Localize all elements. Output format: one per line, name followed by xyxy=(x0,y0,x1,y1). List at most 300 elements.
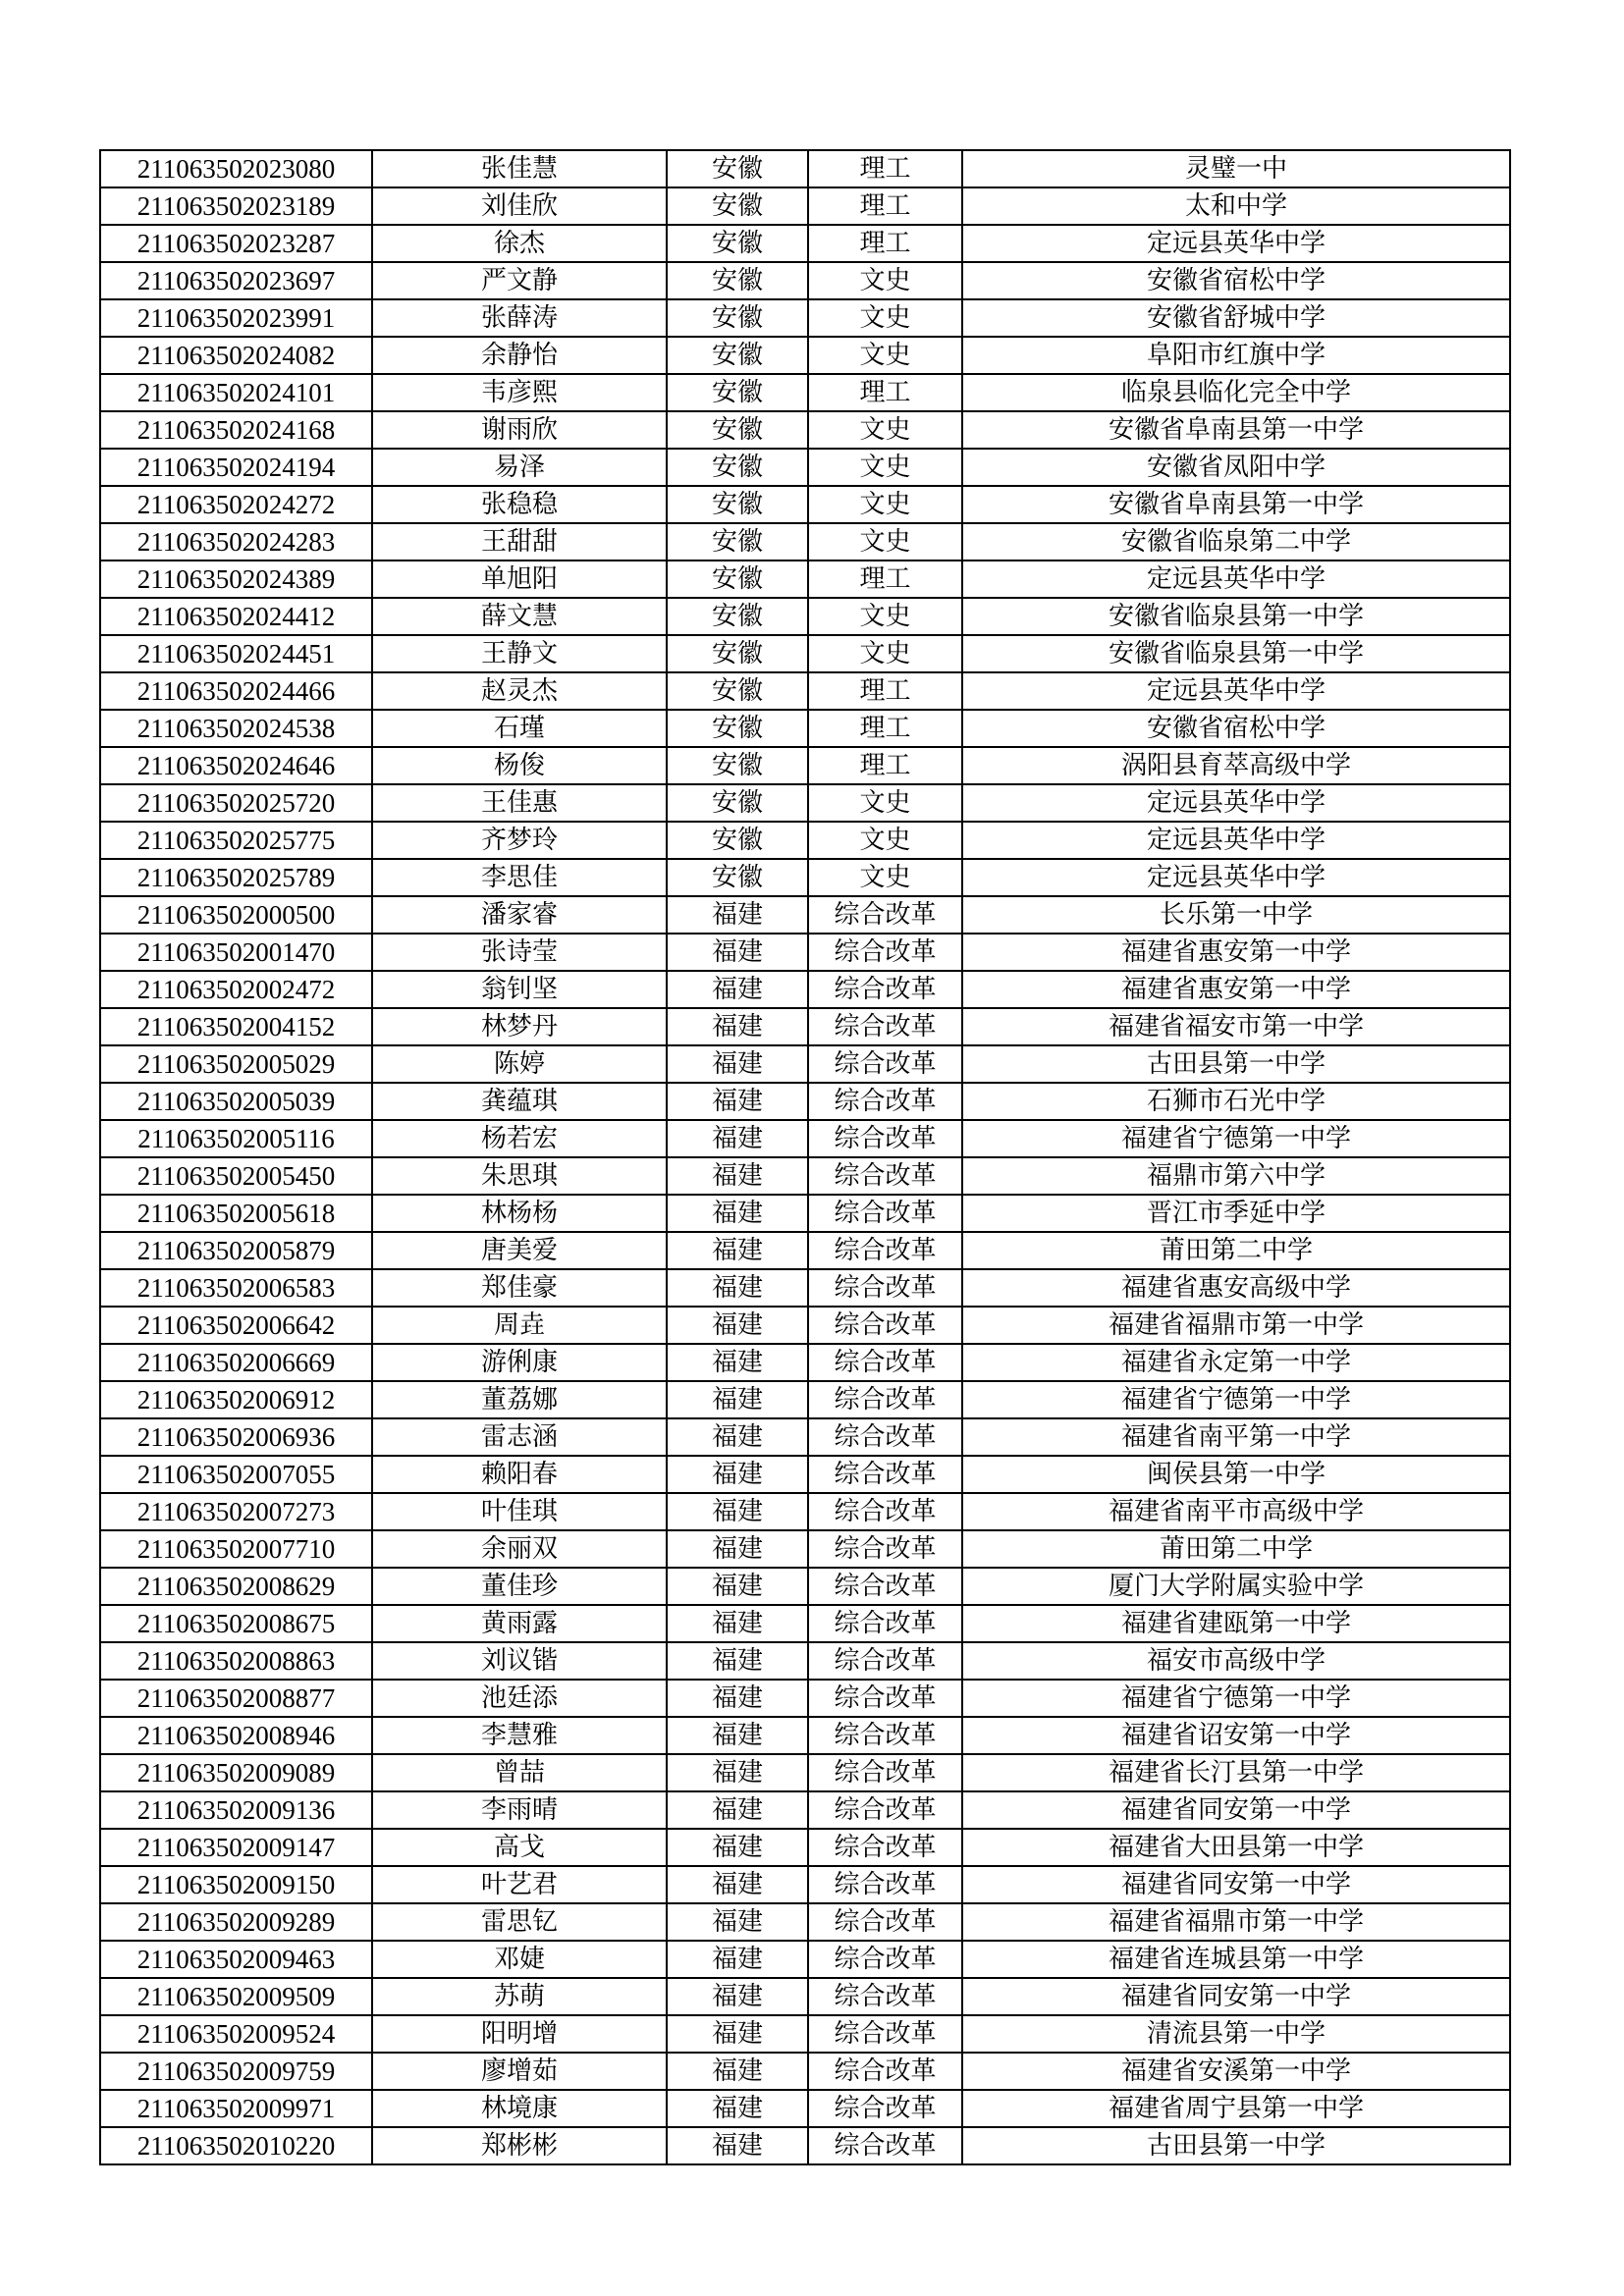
category-cell: 文史 xyxy=(808,784,962,822)
school-cell: 福安市高级中学 xyxy=(962,1642,1510,1680)
candidate-id-cell: 211063502009136 xyxy=(100,1791,372,1829)
candidate-id-cell: 211063502002472 xyxy=(100,971,372,1008)
category-cell: 理工 xyxy=(808,561,962,598)
name-cell: 潘家睿 xyxy=(372,896,667,934)
school-cell: 古田县第一中学 xyxy=(962,2127,1510,2164)
table-row xyxy=(100,561,1510,598)
candidate-id-cell: 211063502004152 xyxy=(100,1008,372,1045)
name-cell: 张诗莹 xyxy=(372,934,667,971)
name-cell: 余丽双 xyxy=(372,1530,667,1568)
category-cell: 综合改革 xyxy=(808,1978,962,2015)
name-cell: 韦彦熙 xyxy=(372,374,667,411)
category-cell: 综合改革 xyxy=(808,1941,962,1978)
province-cell: 安徽 xyxy=(667,747,808,784)
candidate-id-cell: 211063502006642 xyxy=(100,1307,372,1344)
category-cell: 综合改革 xyxy=(808,1754,962,1791)
category-cell: 综合改革 xyxy=(808,1791,962,1829)
province-cell: 安徽 xyxy=(667,337,808,374)
school-cell: 福建省福安市第一中学 xyxy=(962,1008,1510,1045)
category-cell: 理工 xyxy=(808,225,962,262)
province-cell: 福建 xyxy=(667,1530,808,1568)
category-cell: 综合改革 xyxy=(808,1866,962,1903)
name-cell: 谢雨欣 xyxy=(372,411,667,449)
category-cell: 综合改革 xyxy=(808,1083,962,1120)
table-row xyxy=(100,859,1510,896)
candidate-id-cell: 211063502001470 xyxy=(100,934,372,971)
name-cell: 赵灵杰 xyxy=(372,672,667,710)
candidate-id-cell: 211063502024194 xyxy=(100,449,372,486)
school-cell: 太和中学 xyxy=(962,187,1510,225)
candidate-id-cell: 211063502024412 xyxy=(100,598,372,635)
school-cell: 清流县第一中学 xyxy=(962,2015,1510,2053)
table-row xyxy=(100,1791,1510,1829)
province-cell: 福建 xyxy=(667,1680,808,1717)
school-cell: 福建省同安第一中学 xyxy=(962,1791,1510,1829)
category-cell: 综合改革 xyxy=(808,1418,962,1456)
province-cell: 福建 xyxy=(667,1120,808,1157)
candidate-id-cell: 211063502005029 xyxy=(100,1045,372,1083)
category-cell: 综合改革 xyxy=(808,1829,962,1866)
category-cell: 综合改革 xyxy=(808,1642,962,1680)
school-cell: 福建省惠安第一中学 xyxy=(962,934,1510,971)
province-cell: 福建 xyxy=(667,1344,808,1381)
category-cell: 综合改革 xyxy=(808,1493,962,1530)
province-cell: 安徽 xyxy=(667,374,808,411)
school-cell: 安徽省临泉县第一中学 xyxy=(962,635,1510,672)
table-row xyxy=(100,784,1510,822)
candidate-id-cell: 211063502008629 xyxy=(100,1568,372,1605)
province-cell: 福建 xyxy=(667,1791,808,1829)
province-cell: 福建 xyxy=(667,934,808,971)
roster-body xyxy=(100,150,1510,2164)
category-cell: 综合改革 xyxy=(808,1120,962,1157)
name-cell: 刘议锴 xyxy=(372,1642,667,1680)
candidate-id-cell: 211063502005039 xyxy=(100,1083,372,1120)
category-cell: 综合改革 xyxy=(808,1232,962,1269)
school-cell: 灵璧一中 xyxy=(962,150,1510,187)
table-row xyxy=(100,1754,1510,1791)
category-cell: 综合改革 xyxy=(808,1344,962,1381)
school-cell: 晋江市季延中学 xyxy=(962,1195,1510,1232)
province-cell: 安徽 xyxy=(667,859,808,896)
candidate-id-cell: 211063502024101 xyxy=(100,374,372,411)
category-cell: 综合改革 xyxy=(808,1157,962,1195)
province-cell: 福建 xyxy=(667,1456,808,1493)
category-cell: 综合改革 xyxy=(808,1307,962,1344)
candidate-id-cell: 211063502024466 xyxy=(100,672,372,710)
province-cell: 福建 xyxy=(667,1642,808,1680)
candidate-id-cell: 211063502023697 xyxy=(100,262,372,299)
school-cell: 安徽省宿松中学 xyxy=(962,262,1510,299)
school-cell: 福建省建瓯第一中学 xyxy=(962,1605,1510,1642)
name-cell: 王静文 xyxy=(372,635,667,672)
table-row xyxy=(100,1530,1510,1568)
category-cell: 综合改革 xyxy=(808,2015,962,2053)
school-cell: 福建省诏安第一中学 xyxy=(962,1717,1510,1754)
school-cell: 福建省宁德第一中学 xyxy=(962,1381,1510,1418)
table-row xyxy=(100,896,1510,934)
school-cell: 安徽省舒城中学 xyxy=(962,299,1510,337)
name-cell: 单旭阳 xyxy=(372,561,667,598)
school-cell: 定远县英华中学 xyxy=(962,784,1510,822)
candidate-id-cell: 211063502024283 xyxy=(100,523,372,561)
province-cell: 福建 xyxy=(667,2090,808,2127)
candidate-id-cell: 211063502024389 xyxy=(100,561,372,598)
candidate-id-cell: 211063502024646 xyxy=(100,747,372,784)
province-cell: 福建 xyxy=(667,1605,808,1642)
province-cell: 安徽 xyxy=(667,598,808,635)
name-cell: 翁钊坚 xyxy=(372,971,667,1008)
candidate-id-cell: 211063502000500 xyxy=(100,896,372,934)
school-cell: 福建省同安第一中学 xyxy=(962,1866,1510,1903)
name-cell: 王佳惠 xyxy=(372,784,667,822)
name-cell: 叶艺君 xyxy=(372,1866,667,1903)
category-cell: 综合改革 xyxy=(808,971,962,1008)
table-row xyxy=(100,1120,1510,1157)
name-cell: 唐美爱 xyxy=(372,1232,667,1269)
candidate-id-cell: 211063502023287 xyxy=(100,225,372,262)
name-cell: 林梦丹 xyxy=(372,1008,667,1045)
name-cell: 余静怡 xyxy=(372,337,667,374)
candidate-id-cell: 211063502025775 xyxy=(100,822,372,859)
table-row xyxy=(100,1680,1510,1717)
province-cell: 福建 xyxy=(667,896,808,934)
candidate-id-cell: 211063502008863 xyxy=(100,1642,372,1680)
name-cell: 曾喆 xyxy=(372,1754,667,1791)
candidate-id-cell: 211063502007710 xyxy=(100,1530,372,1568)
candidate-id-cell: 211063502025720 xyxy=(100,784,372,822)
name-cell: 石瑾 xyxy=(372,710,667,747)
province-cell: 福建 xyxy=(667,1866,808,1903)
name-cell: 王甜甜 xyxy=(372,523,667,561)
table-row xyxy=(100,1232,1510,1269)
province-cell: 安徽 xyxy=(667,187,808,225)
school-cell: 定远县英华中学 xyxy=(962,672,1510,710)
candidate-id-cell: 211063502024451 xyxy=(100,635,372,672)
name-cell: 龚蕴琪 xyxy=(372,1083,667,1120)
name-cell: 林境康 xyxy=(372,2090,667,2127)
name-cell: 雷志涵 xyxy=(372,1418,667,1456)
province-cell: 福建 xyxy=(667,2015,808,2053)
category-cell: 综合改革 xyxy=(808,1269,962,1307)
school-cell: 厦门大学附属实验中学 xyxy=(962,1568,1510,1605)
category-cell: 综合改革 xyxy=(808,1456,962,1493)
school-cell: 福建省连城县第一中学 xyxy=(962,1941,1510,1978)
table-row xyxy=(100,2053,1510,2090)
school-cell: 涡阳县育萃高级中学 xyxy=(962,747,1510,784)
school-cell: 莆田第二中学 xyxy=(962,1232,1510,1269)
school-cell: 福建省安溪第一中学 xyxy=(962,2053,1510,2090)
category-cell: 综合改革 xyxy=(808,1008,962,1045)
candidate-id-cell: 211063502007055 xyxy=(100,1456,372,1493)
school-cell: 福建省永定第一中学 xyxy=(962,1344,1510,1381)
province-cell: 福建 xyxy=(667,1903,808,1941)
school-cell: 福建省周宁县第一中学 xyxy=(962,2090,1510,2127)
candidate-id-cell: 211063502023189 xyxy=(100,187,372,225)
table-row xyxy=(100,2127,1510,2164)
name-cell: 张佳慧 xyxy=(372,150,667,187)
candidate-id-cell: 211063502024272 xyxy=(100,486,372,523)
table-row xyxy=(100,971,1510,1008)
table-row xyxy=(100,449,1510,486)
name-cell: 薛文慧 xyxy=(372,598,667,635)
table-row xyxy=(100,523,1510,561)
table-row xyxy=(100,337,1510,374)
category-cell: 文史 xyxy=(808,449,962,486)
category-cell: 理工 xyxy=(808,747,962,784)
province-cell: 福建 xyxy=(667,1754,808,1791)
table-row xyxy=(100,747,1510,784)
school-cell: 安徽省临泉县第一中学 xyxy=(962,598,1510,635)
province-cell: 福建 xyxy=(667,1083,808,1120)
name-cell: 朱思琪 xyxy=(372,1157,667,1195)
candidate-id-cell: 211063502009463 xyxy=(100,1941,372,1978)
name-cell: 黄雨露 xyxy=(372,1605,667,1642)
category-cell: 综合改革 xyxy=(808,2090,962,2127)
table-row xyxy=(100,1717,1510,1754)
category-cell: 综合改革 xyxy=(808,2053,962,2090)
name-cell: 郑佳豪 xyxy=(372,1269,667,1307)
school-cell: 定远县英华中学 xyxy=(962,859,1510,896)
category-cell: 综合改革 xyxy=(808,1605,962,1642)
candidate-id-cell: 211063502006669 xyxy=(100,1344,372,1381)
category-cell: 综合改革 xyxy=(808,1717,962,1754)
candidate-id-cell: 211063502008675 xyxy=(100,1605,372,1642)
name-cell: 刘佳欣 xyxy=(372,187,667,225)
name-cell: 李思佳 xyxy=(372,859,667,896)
name-cell: 陈婷 xyxy=(372,1045,667,1083)
category-cell: 综合改革 xyxy=(808,1045,962,1083)
table-row xyxy=(100,672,1510,710)
name-cell: 高戈 xyxy=(372,1829,667,1866)
school-cell: 福建省南平第一中学 xyxy=(962,1418,1510,1456)
table-row xyxy=(100,1866,1510,1903)
province-cell: 福建 xyxy=(667,971,808,1008)
province-cell: 福建 xyxy=(667,1418,808,1456)
table-row xyxy=(100,1642,1510,1680)
table-row xyxy=(100,1157,1510,1195)
category-cell: 理工 xyxy=(808,150,962,187)
category-cell: 文史 xyxy=(808,523,962,561)
category-cell: 理工 xyxy=(808,187,962,225)
school-cell: 安徽省宿松中学 xyxy=(962,710,1510,747)
province-cell: 安徽 xyxy=(667,710,808,747)
table-row xyxy=(100,299,1510,337)
table-row xyxy=(100,2090,1510,2127)
name-cell: 廖增茹 xyxy=(372,2053,667,2090)
school-cell: 定远县英华中学 xyxy=(962,561,1510,598)
province-cell: 安徽 xyxy=(667,449,808,486)
category-cell: 文史 xyxy=(808,299,962,337)
table-row xyxy=(100,1941,1510,1978)
category-cell: 理工 xyxy=(808,710,962,747)
name-cell: 赖阳春 xyxy=(372,1456,667,1493)
name-cell: 董佳珍 xyxy=(372,1568,667,1605)
name-cell: 齐梦玲 xyxy=(372,822,667,859)
table-row xyxy=(100,1568,1510,1605)
table-row xyxy=(100,1493,1510,1530)
name-cell: 郑彬彬 xyxy=(372,2127,667,2164)
candidate-id-cell: 211063502024538 xyxy=(100,710,372,747)
name-cell: 雷思钇 xyxy=(372,1903,667,1941)
table-row xyxy=(100,1045,1510,1083)
school-cell: 阜阳市红旗中学 xyxy=(962,337,1510,374)
name-cell: 杨俊 xyxy=(372,747,667,784)
school-cell: 闽侯县第一中学 xyxy=(962,1456,1510,1493)
table-row xyxy=(100,411,1510,449)
candidate-id-cell: 211063502010220 xyxy=(100,2127,372,2164)
category-cell: 文史 xyxy=(808,411,962,449)
province-cell: 福建 xyxy=(667,1008,808,1045)
name-cell: 张稳稳 xyxy=(372,486,667,523)
province-cell: 福建 xyxy=(667,1568,808,1605)
candidate-id-cell: 211063502006936 xyxy=(100,1418,372,1456)
category-cell: 综合改革 xyxy=(808,2127,962,2164)
candidate-id-cell: 211063502008877 xyxy=(100,1680,372,1717)
table-row xyxy=(100,2015,1510,2053)
province-cell: 福建 xyxy=(667,1381,808,1418)
province-cell: 安徽 xyxy=(667,672,808,710)
province-cell: 福建 xyxy=(667,2127,808,2164)
table-row xyxy=(100,1344,1510,1381)
candidate-id-cell: 211063502005450 xyxy=(100,1157,372,1195)
name-cell: 林杨杨 xyxy=(372,1195,667,1232)
school-cell: 福建省惠安高级中学 xyxy=(962,1269,1510,1307)
school-cell: 安徽省凤阳中学 xyxy=(962,449,1510,486)
school-cell: 石狮市石光中学 xyxy=(962,1083,1510,1120)
roster-table xyxy=(99,149,1511,2165)
category-cell: 综合改革 xyxy=(808,1195,962,1232)
table-row xyxy=(100,1829,1510,1866)
province-cell: 安徽 xyxy=(667,225,808,262)
name-cell: 杨若宏 xyxy=(372,1120,667,1157)
category-cell: 综合改革 xyxy=(808,1680,962,1717)
category-cell: 文史 xyxy=(808,635,962,672)
school-cell: 定远县英华中学 xyxy=(962,225,1510,262)
candidate-id-cell: 211063502009150 xyxy=(100,1866,372,1903)
category-cell: 综合改革 xyxy=(808,1530,962,1568)
table-row xyxy=(100,1008,1510,1045)
school-cell: 福建省宁德第一中学 xyxy=(962,1120,1510,1157)
candidate-id-cell: 211063502009524 xyxy=(100,2015,372,2053)
table-row xyxy=(100,1083,1510,1120)
candidate-id-cell: 211063502008946 xyxy=(100,1717,372,1754)
table-row xyxy=(100,1903,1510,1941)
province-cell: 福建 xyxy=(667,1195,808,1232)
category-cell: 文史 xyxy=(808,337,962,374)
province-cell: 安徽 xyxy=(667,561,808,598)
province-cell: 福建 xyxy=(667,2053,808,2090)
name-cell: 董荔娜 xyxy=(372,1381,667,1418)
category-cell: 综合改革 xyxy=(808,1568,962,1605)
table-row xyxy=(100,1269,1510,1307)
table-row xyxy=(100,486,1510,523)
table-row xyxy=(100,262,1510,299)
table-row xyxy=(100,822,1510,859)
name-cell: 易泽 xyxy=(372,449,667,486)
province-cell: 安徽 xyxy=(667,486,808,523)
candidate-id-cell: 211063502009147 xyxy=(100,1829,372,1866)
province-cell: 安徽 xyxy=(667,150,808,187)
table-row xyxy=(100,1307,1510,1344)
school-cell: 福建省福鼎市第一中学 xyxy=(962,1307,1510,1344)
school-cell: 福建省宁德第一中学 xyxy=(962,1680,1510,1717)
name-cell: 游俐康 xyxy=(372,1344,667,1381)
table-row xyxy=(100,1418,1510,1456)
province-cell: 安徽 xyxy=(667,822,808,859)
category-cell: 文史 xyxy=(808,859,962,896)
name-cell: 张薛涛 xyxy=(372,299,667,337)
table-row xyxy=(100,1605,1510,1642)
name-cell: 李雨晴 xyxy=(372,1791,667,1829)
category-cell: 理工 xyxy=(808,672,962,710)
school-cell: 安徽省临泉第二中学 xyxy=(962,523,1510,561)
table-row xyxy=(100,150,1510,187)
school-cell: 福鼎市第六中学 xyxy=(962,1157,1510,1195)
category-cell: 理工 xyxy=(808,374,962,411)
candidate-id-cell: 211063502007273 xyxy=(100,1493,372,1530)
school-cell: 安徽省阜南县第一中学 xyxy=(962,486,1510,523)
category-cell: 综合改革 xyxy=(808,934,962,971)
candidate-id-cell: 211063502005116 xyxy=(100,1120,372,1157)
name-cell: 苏萌 xyxy=(372,1978,667,2015)
name-cell: 李慧雅 xyxy=(372,1717,667,1754)
candidate-id-cell: 211063502005618 xyxy=(100,1195,372,1232)
table-row xyxy=(100,187,1510,225)
table-row xyxy=(100,598,1510,635)
province-cell: 福建 xyxy=(667,1978,808,2015)
candidate-id-cell: 211063502009289 xyxy=(100,1903,372,1941)
candidate-id-cell: 211063502024082 xyxy=(100,337,372,374)
school-cell: 福建省同安第一中学 xyxy=(962,1978,1510,2015)
candidate-id-cell: 211063502006912 xyxy=(100,1381,372,1418)
school-cell: 临泉县临化完全中学 xyxy=(962,374,1510,411)
candidate-id-cell: 211063502006583 xyxy=(100,1269,372,1307)
province-cell: 福建 xyxy=(667,1307,808,1344)
table-row xyxy=(100,635,1510,672)
category-cell: 文史 xyxy=(808,262,962,299)
province-cell: 福建 xyxy=(667,1232,808,1269)
province-cell: 福建 xyxy=(667,1045,808,1083)
province-cell: 福建 xyxy=(667,1493,808,1530)
province-cell: 安徽 xyxy=(667,299,808,337)
name-cell: 严文静 xyxy=(372,262,667,299)
table-row xyxy=(100,225,1510,262)
table-row xyxy=(100,710,1510,747)
name-cell: 周垚 xyxy=(372,1307,667,1344)
school-cell: 长乐第一中学 xyxy=(962,896,1510,934)
school-cell: 定远县英华中学 xyxy=(962,822,1510,859)
category-cell: 文史 xyxy=(808,822,962,859)
province-cell: 安徽 xyxy=(667,411,808,449)
table-row xyxy=(100,1195,1510,1232)
name-cell: 叶佳琪 xyxy=(372,1493,667,1530)
name-cell: 邓婕 xyxy=(372,1941,667,1978)
candidate-id-cell: 211063502005879 xyxy=(100,1232,372,1269)
candidate-id-cell: 211063502009971 xyxy=(100,2090,372,2127)
school-cell: 古田县第一中学 xyxy=(962,1045,1510,1083)
candidate-id-cell: 211063502024168 xyxy=(100,411,372,449)
name-cell: 池廷添 xyxy=(372,1680,667,1717)
school-cell: 福建省福鼎市第一中学 xyxy=(962,1903,1510,1941)
category-cell: 综合改革 xyxy=(808,896,962,934)
category-cell: 文史 xyxy=(808,486,962,523)
candidate-id-cell: 211063502025789 xyxy=(100,859,372,896)
province-cell: 福建 xyxy=(667,1829,808,1866)
school-cell: 福建省大田县第一中学 xyxy=(962,1829,1510,1866)
candidate-id-cell: 211063502023991 xyxy=(100,299,372,337)
province-cell: 福建 xyxy=(667,1157,808,1195)
